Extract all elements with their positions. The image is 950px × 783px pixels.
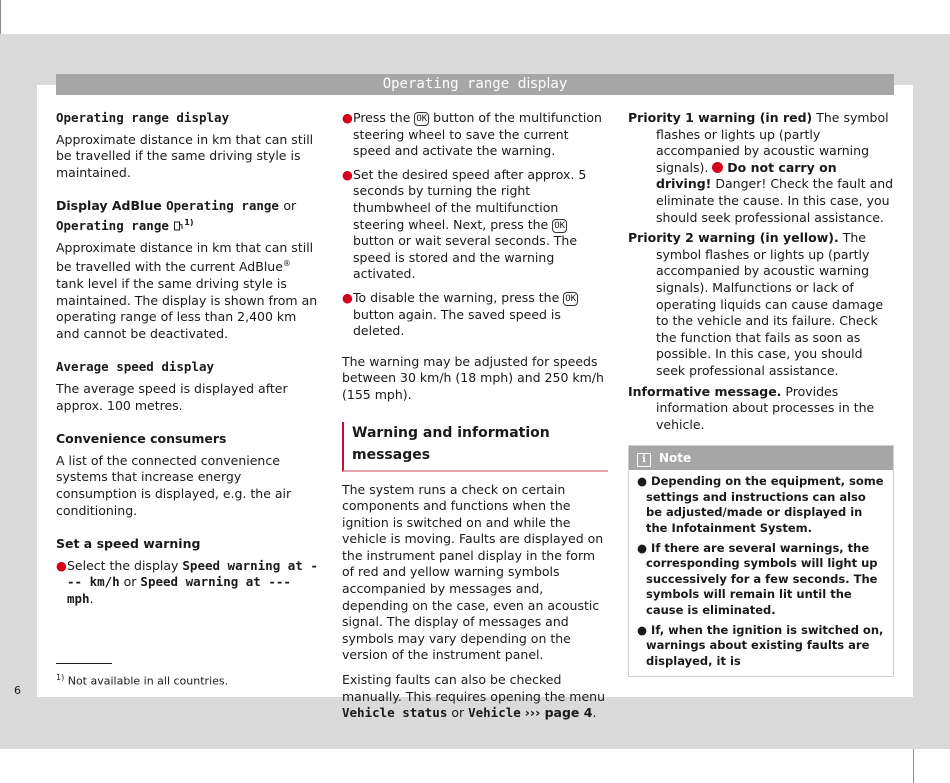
heading-convenience-consumers: Convenience consumers <box>56 431 227 447</box>
page-link[interactable]: ››› page 4 <box>524 705 593 721</box>
note-body <box>629 470 893 676</box>
section-heading-warning-messages: Warning and information messages <box>342 422 608 472</box>
list-item: ● Set the desired speed after approx. 5 seconds by turning the right thumbwheel of the multifunction steering wheel. Next, press the OK button or wait several seconds. The speed is stored and the warning activated. <box>342 166 587 282</box>
column-2 <box>342 110 608 739</box>
column-1 <box>56 110 318 615</box>
paragraph: The system runs a check on certain components and functions when the ignition is switched on and while the vehicle is moving. Faults are displayed on the instrument panel display in the form of red and yellow warning symbols accompanied by messages and, depending on the case, even an acoustic signal. The display of messages and symbols may vary depending on the version of the instrument panel. <box>342 481 604 663</box>
heading-operating-range: Operating range display <box>56 110 230 125</box>
note-title: Note <box>659 451 692 466</box>
footnote-rule <box>56 663 112 664</box>
bullet-icon: ● <box>342 166 353 182</box>
paragraph: A list of the connected convenience systems that increase energy consumption is displayed, e.g. the air conditioning. <box>56 452 292 518</box>
paragraph: Existing faults can also be checked manually. This requires opening the menu Vehicle status or Vehicle ››› page 4. <box>342 672 605 721</box>
list-item: ● To disable the warning, press the OK button again. The saved speed is deleted. <box>342 289 577 339</box>
list-item: ● Depending on the equipment, some settings and instructions can also be adjusted/made or displayed in the Infotainment System. <box>637 474 884 535</box>
stop-icon <box>712 162 723 173</box>
paragraph: Approximate distance in km that can still be travelled if the same driving style is maintained. <box>56 131 314 180</box>
note-header <box>629 446 893 470</box>
trim-mark <box>0 0 1 34</box>
footnote: $^{1)}$ Not available in all countries. <box>56 673 229 688</box>
page-number: 6 <box>14 684 21 697</box>
paragraph: The average speed is displayed after approx. 100 metres. <box>56 381 288 413</box>
fuel-pump-icon <box>173 219 184 230</box>
info-icon: i <box>637 453 651 467</box>
paragraph: Approximate distance in km that can still be travelled with the current AdBlue® tank level if the same driving style is maintained. The display is shown from an operating range of less than 2,400 km and cannot be deactivated. <box>56 239 318 341</box>
ok-button-icon: OK <box>416 114 428 124</box>
priority-2-warning: Priority 2 warning (in yellow). The symbol flashes or lights up (partly accompanied by acoustic warning signals). Malfunctions or lack of operating liquids can cause damage to the vehicle and its failure. Check the function that fails as soon as possible. In this case, you should seek professional assistance. <box>628 230 884 378</box>
page-header <box>56 74 894 95</box>
bullet-icon: ● <box>342 110 353 125</box>
heading-adblue-range: Display AdBlue Operating range or Operating range $^{1)}$ <box>56 198 297 234</box>
ok-button-icon: OK <box>565 293 577 304</box>
bullet-icon: ● <box>342 289 353 305</box>
heading-average-speed: Average speed display <box>56 359 215 375</box>
list-item: ● If, when the ignition is switched on, warnings about existing faults are displayed, it is <box>637 622 884 668</box>
trim-mark <box>913 749 914 783</box>
list-item: ● If there are several warnings, the corresponding symbols will light up successively for a few seconds. The symbols will remain lit until the cause is eliminated. <box>637 540 878 617</box>
header-title-sans: display <box>517 76 568 92</box>
ok-button-icon: OK <box>554 220 566 231</box>
header-title-mono: Operating range <box>382 76 510 92</box>
note-box <box>628 445 894 677</box>
list-item: ● Select the display Speed warning at --- km/h or Speed warning at --- mph. <box>56 557 318 606</box>
informative-message: Informative message. Provides information about processes in the vehicle. <box>628 383 875 432</box>
bullet-icon: ● <box>56 557 67 573</box>
priority-1-warning: Priority 1 warning (in red) The symbol flashes or lights up (partly accompanied by acoustic warning signals). Do not carry on driving! Danger! Check the fault and eliminate the cause. In this case, you should seek professional assistance. <box>628 110 894 225</box>
column-3 <box>628 110 894 677</box>
paragraph: The warning may be adjusted for speeds between 30 km/h (18 mph) and 250 km/h (155 mph). <box>342 353 604 402</box>
list-item: ● Press the OK button of the multifunction steering wheel to save the current speed and activate the warning. <box>342 110 602 159</box>
heading-speed-warning: Set a speed warning <box>56 536 201 552</box>
